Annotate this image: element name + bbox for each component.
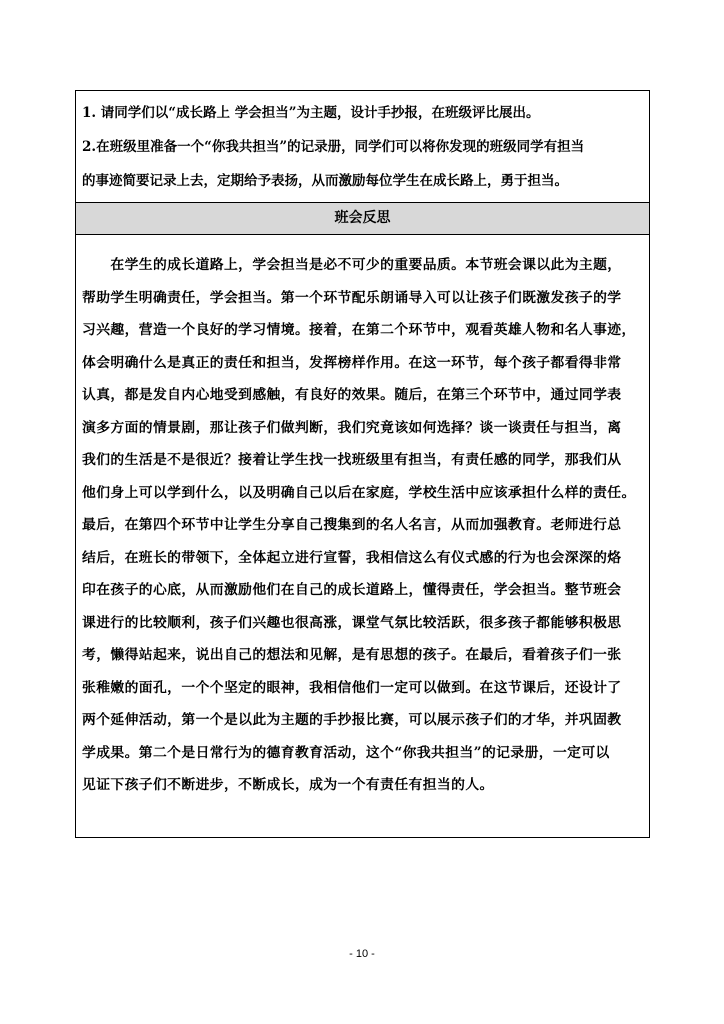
reflection-line: 认真，都是发自内心地受到感触，有良好的效果。随后，在第三个环节中，通过同学表 xyxy=(82,387,622,403)
content-table xyxy=(75,90,650,838)
reflection-line: 演多方面的情景剧，那让孩子们做判断，我们究竟该如何选择？谈一谈责任与担当，离 xyxy=(82,419,622,436)
activity-line-1: 1. 请同学们以“成长路上 学会担当”为主题，设计手抄报，在班级评比展出。 xyxy=(82,105,540,121)
reflection-line: 两个延伸活动，第一个是以此为主题的手抄报比赛，可以展示孩子们的才华，并巩固教 xyxy=(82,712,622,728)
reflection-line: 印在孩子的心底，从而激励他们在自己的成长道路上，懂得责任，学会担当。整节班会 xyxy=(82,582,622,598)
activity-line-2: 2.在班级里准备一个“你我共担当”的记录册，同学们可以将你发现的班级同学有担当 xyxy=(82,139,585,155)
reflection-line: 在学生的成长道路上，学会担当是必不可少的重要品质。本节班会课以此为主题， xyxy=(82,257,622,273)
reflection-body xyxy=(82,249,643,802)
reflection-line: 学成果。第二个是日常行为的德育教育活动，这个“你我共担当”的记录册，一定可以 xyxy=(82,744,610,761)
extension-activities-section xyxy=(76,91,649,203)
reflection-line: 体会明确什么是真正的责任和担当，发挥榜样作用。在这一环节，每个孩子都看得非常 xyxy=(82,354,622,371)
reflection-line: 结后，在班长的带领下，全体起立进行宣誓，我相信这么有仪式感的行为也会深深的烙 xyxy=(82,549,622,566)
reflection-line: 见证下孩子们不断进步，不断成长，成为一个有责任有担当的人。 xyxy=(82,777,494,793)
reflection-line: 他们身上可以学到什么，以及明确自己以后在家庭，学校生活中应该承担什么样的责任。 xyxy=(82,484,636,501)
activity-line-3: 的事迹简要记录上去，定期给予表扬，从而激励每位学生在成长路上，勇于担当。 xyxy=(82,173,568,189)
reflection-line: 最后，在第四个环节中让学生分享自己搜集到的名人名言，从而加强教育。老师进行总 xyxy=(82,517,622,533)
reflection-line: 张稚嫩的面孔，一个个坚定的眼神，我相信他们一定可以做到。在这节课后，还设计了 xyxy=(82,679,622,696)
reflection-line: 习兴趣，营造一个良好的学习情境。接着，在第二个环节中，观看英雄人物和名人事迹， xyxy=(82,322,636,338)
reflection-line: 考，懒得站起来，说出自己的想法和见解，是有思想的孩子。在最后，看着孩子们一张 xyxy=(82,647,622,663)
reflection-line: 课进行的比较顺利，孩子们兴趣也很高涨，课堂气氛比较活跃，很多孩子都能够积极思 xyxy=(82,614,622,631)
reflection-line: 帮助学生明确责任，学会担当。第一个环节配乐朗诵导入可以让孩子们既激发孩子的学 xyxy=(82,289,622,306)
reflection-heading: 班会反思 xyxy=(76,203,649,235)
page-number: - 10 - xyxy=(349,948,375,960)
reflection-line: 我们的生活是不是很近？接着让学生找一找班级里有担当，有责任感的同学，那我们从 xyxy=(82,452,622,468)
